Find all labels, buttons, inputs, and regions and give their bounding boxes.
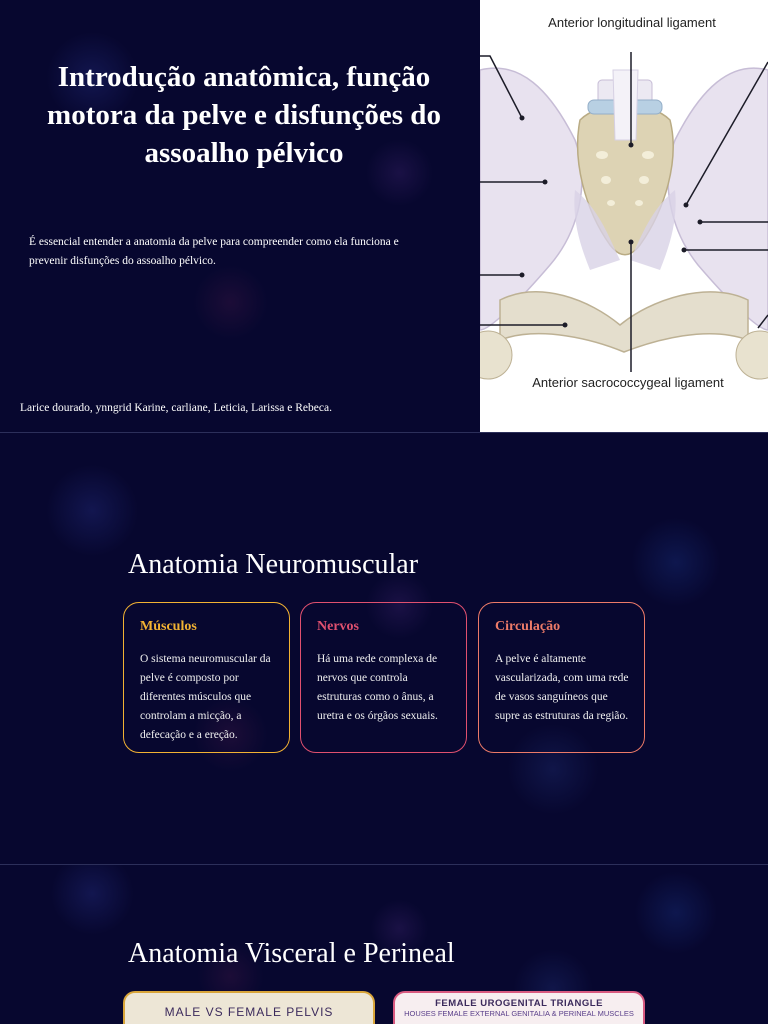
male-vs-female-pelvis-image bbox=[123, 991, 375, 1024]
pelvis-drawing bbox=[480, 0, 768, 432]
image-caption: MALE VS FEMALE PELVIS bbox=[164, 1005, 334, 1019]
pelvis-ligament-illustration bbox=[480, 0, 768, 432]
card-body: O sistema neuromuscular da pelve é composto por diferentes músculos que controlam a micção, a defecação e a ereção. bbox=[140, 653, 271, 741]
title-slide bbox=[0, 0, 768, 432]
visceral-perineal-slide bbox=[0, 865, 768, 1024]
card-title: Nervos bbox=[317, 619, 359, 634]
female-urogenital-triangle-image bbox=[393, 991, 645, 1024]
neuromuscular-slide bbox=[0, 433, 768, 864]
image-caption-title: FEMALE UROGENITAL TRIANGLE bbox=[435, 998, 603, 1009]
card-circulacao bbox=[478, 602, 645, 753]
image-caption-subtitle: HOUSES FEMALE EXTERNAL GENITALIA & PERINEAL MUSCLES bbox=[404, 1009, 634, 1018]
card-title: Músculos bbox=[140, 619, 197, 634]
card-musculos bbox=[123, 602, 290, 753]
presentation-subtitle: É essencial entender a anatomia da pelve para compreender como ela funciona e prevenir disfunções do assoalho pélvico. bbox=[29, 236, 399, 267]
label-anterior-sacrococcygeal-ligament: Anterior sacrococcygeal ligament bbox=[532, 375, 724, 390]
authors-line: Larice dourado, ynngrid Karine, carliane, Leticia, Larissa e Rebeca. bbox=[20, 402, 332, 414]
card-nervos bbox=[300, 602, 467, 753]
label-anterior-longitudinal-ligament: Anterior longitudinal ligament bbox=[548, 15, 716, 30]
card-body: Há uma rede complexa de nervos que controla estruturas como o ânus, a uretra e os órgãos sexuais. bbox=[317, 653, 438, 722]
card-title: Circulação bbox=[495, 619, 561, 634]
presentation-title: Introdução anatômica, função motora da pelve e disfunções do assoalho pélvico bbox=[47, 61, 441, 169]
slide-title: Anatomia Neuromuscular bbox=[128, 549, 419, 580]
slide-title: Anatomia Visceral e Perineal bbox=[128, 938, 455, 969]
card-body: A pelve é altamente vascularizada, com uma rede de vasos sanguíneos que supre as estruturas da região. bbox=[495, 653, 629, 722]
